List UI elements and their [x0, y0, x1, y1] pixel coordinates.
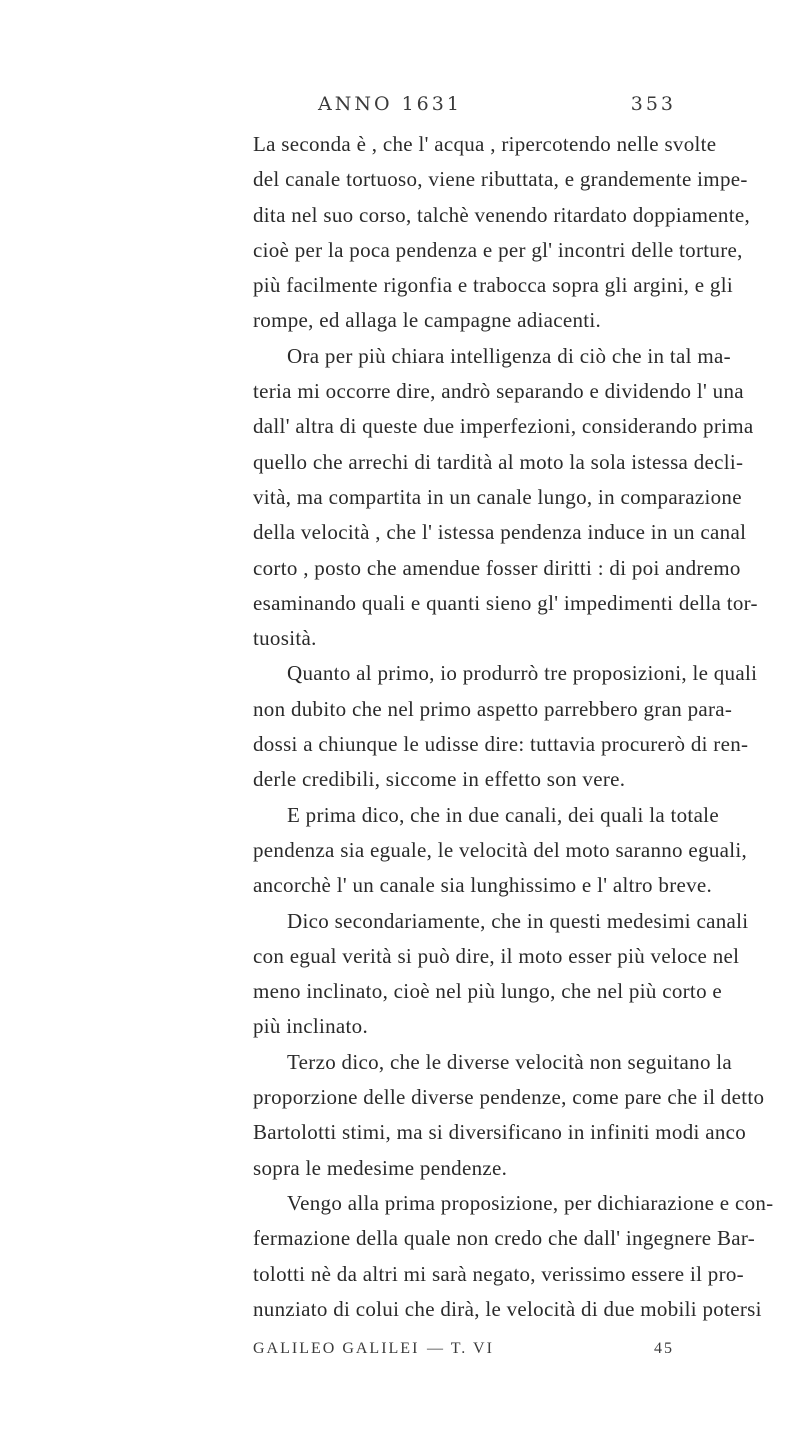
- text-line: Ora per più chiara intelligenza di ciò che in tal ma-: [287, 343, 731, 368]
- text-line: ancorchè l' un canale sia lunghissimo e l' altro breve.: [253, 873, 713, 898]
- text-line: Quanto al primo, io produrrò tre proposizioni, le quali: [287, 661, 758, 686]
- text-line: teria mi occorre dire, andrò separando e dividendo l' una: [253, 379, 744, 404]
- text-line: meno inclinato, cioè nel più lungo, che nel più corto e: [253, 979, 723, 1004]
- text-line: rompe, ed allaga le campagne adiacenti.: [253, 308, 602, 333]
- text-line: del canale tortuoso, viene ributtata, e grandemente impe-: [253, 167, 748, 192]
- text-line: sopra le medesime pendenze.: [253, 1155, 508, 1180]
- text-line: dall' altra di queste due imperfezioni, considerando prima: [253, 414, 754, 439]
- page-number: 353: [630, 93, 676, 115]
- running-head-title: ANNO 1631: [318, 93, 462, 115]
- text-line: esaminando quali e quanti sieno gl' impedimenti della tor-: [253, 590, 758, 615]
- footer-signature: 45: [654, 1340, 674, 1357]
- text-line: tolotti nè da altri mi sarà negato, verissimo essere il pro-: [253, 1261, 744, 1286]
- text-line: con egual verità si può dire, il moto esser più veloce nel: [253, 943, 740, 968]
- text-line: della velocità , che l' istessa pendenza induce in un canal: [253, 520, 747, 545]
- text-line: pendenza sia eguale, le velocità del moto saranno eguali,: [253, 837, 748, 862]
- text-line: proporzione delle diverse pendenze, come pare che il detto: [253, 1085, 765, 1110]
- text-line: Terzo dico, che le diverse velocità non seguitano la: [287, 1049, 733, 1074]
- running-head: [256, 93, 676, 123]
- text-line: Bartolotti stimi, ma si diversificano in infiniti modi anco: [253, 1120, 747, 1145]
- text-line: Dico secondariamente, che in questi medesimi canali: [287, 908, 749, 933]
- body-text: [253, 127, 774, 1327]
- footer-author: GALILEO GALILEI: [253, 1340, 420, 1357]
- page-footer: [253, 1340, 674, 1366]
- text-line: E prima dico, che in due canali, dei quali la totale: [287, 802, 719, 827]
- footer-volume: — T. VI: [427, 1340, 494, 1357]
- paragraph: [253, 127, 751, 339]
- paragraph: [253, 1045, 765, 1186]
- text-line: nunziato di colui che dirà, le velocità di due mobili potersi: [253, 1296, 762, 1321]
- text-line: dita nel suo corso, talchè venendo ritardato doppiamente,: [253, 202, 751, 227]
- paragraph: [253, 904, 749, 1045]
- text-line: cioè per la poca pendenza e per gl' incontri delle torture,: [253, 237, 743, 262]
- text-line: Vengo alla prima proposizione, per dichiarazione e con-: [287, 1190, 774, 1215]
- text-line: dossi a chiunque le udisse dire: tuttavia procurerò di ren-: [253, 732, 749, 757]
- text-line: fermazione della quale non credo che dall' ingegnere Bar-: [253, 1226, 756, 1251]
- text-line: corto , posto che amendue fosser diritti : di poi andremo: [253, 555, 741, 580]
- paragraph: [253, 339, 758, 657]
- text-line: derle credibili, siccome in effetto son vere.: [253, 767, 626, 792]
- text-line: più inclinato.: [253, 1014, 369, 1039]
- text-line: non dubito che nel primo aspetto parrebbero gran para-: [253, 696, 733, 721]
- paragraph: [253, 798, 748, 904]
- text-line: più facilmente rigonfia e trabocca sopra gli argini, e gli: [253, 273, 734, 298]
- text-line: quello che arrechi di tardità al moto la sola istessa decli-: [253, 449, 744, 474]
- paragraph: [253, 1186, 774, 1327]
- paragraph: [253, 656, 758, 797]
- text-line: La seconda è , che l' acqua , ripercotendo nelle svolte: [253, 132, 717, 156]
- text-line: tuosità.: [253, 626, 317, 651]
- text-line: vità, ma compartita in un canale lungo, in comparazione: [253, 484, 742, 509]
